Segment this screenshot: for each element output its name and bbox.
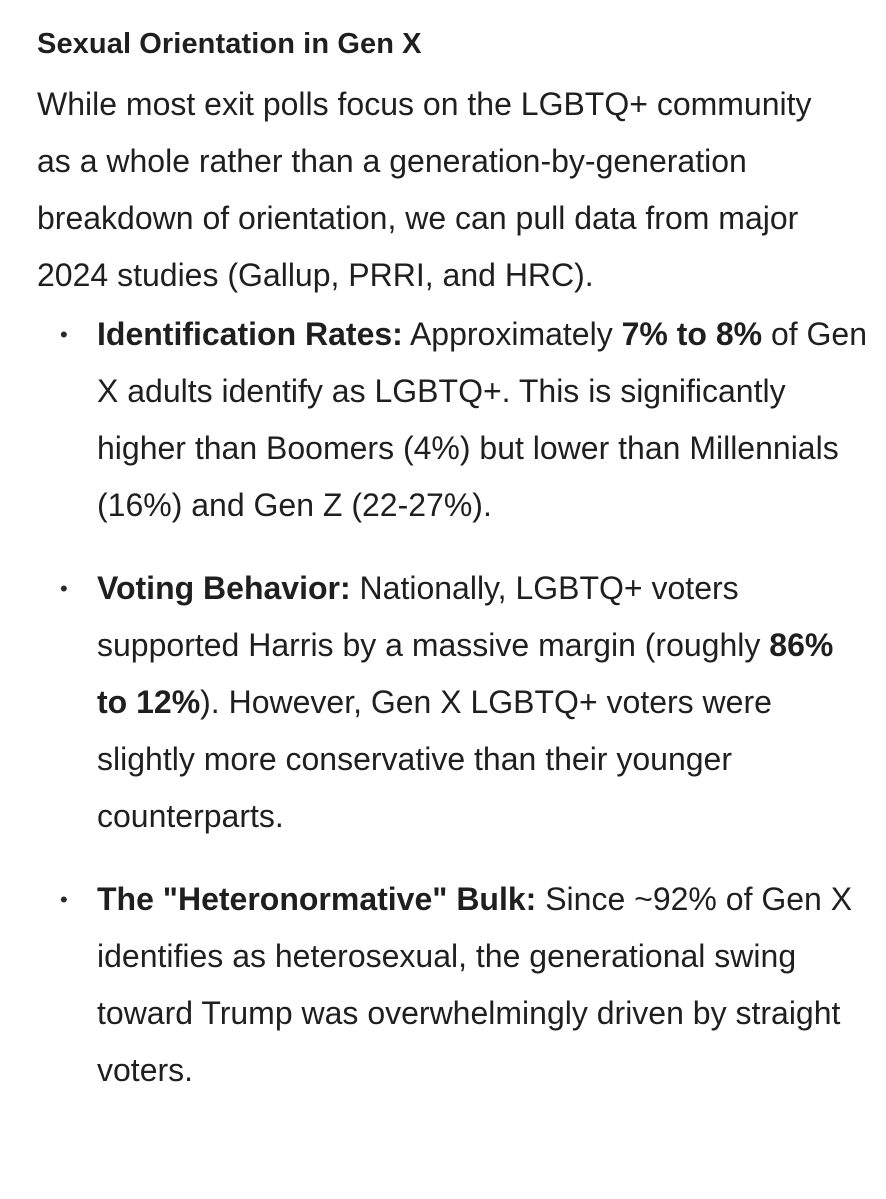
bullet-list: [37, 306, 867, 1099]
bullet-label: The "Heteronormative" Bulk:: [97, 881, 537, 917]
article-content: [37, 22, 867, 1125]
bullet-text: Since ~92% of Gen X identifies as heterosexual, the generational swing toward Trump was overwhelmingly driven by straight voters.: [97, 881, 853, 1088]
bullet-label: Voting Behavior:: [97, 570, 351, 606]
bullet-text: ). However, Gen X LGBTQ+ voters were slightly more conservative than their younger counterparts.: [97, 684, 772, 834]
bullet-highlight: 7% to 8%: [621, 316, 763, 352]
bullet-heteronormative-bulk: [37, 871, 867, 1099]
bullet-dot-icon: •: [60, 322, 68, 347]
bullet-text: of Gen X adults identify as LGBTQ+. This is significantly higher than Boomers (4%) but lower than Millennials (16%) and Gen Z (22-27%).: [97, 316, 868, 523]
bullet-dot-icon: •: [60, 576, 68, 601]
bullet-text: Approximately: [402, 316, 622, 352]
section-heading: Sexual Orientation in Gen X: [37, 28, 422, 60]
bullet-highlight: 86% to 12%: [97, 627, 834, 720]
bullet-voting-behavior: [37, 560, 867, 845]
bullet-dot-icon: •: [60, 887, 68, 912]
intro-paragraph: While most exit polls focus on the LGBTQ+ community as a whole rather than a generation-by-generation breakdown of orientation, we can pull data from major 2024 studies (Gallup, PRRI, and HRC).: [37, 86, 812, 293]
bullet-text: Nationally, LGBTQ+ voters supported Harris by a massive margin (roughly: [97, 570, 770, 663]
bullet-label: Identification Rates:: [97, 316, 403, 352]
bullet-identification-rates: [37, 306, 867, 534]
